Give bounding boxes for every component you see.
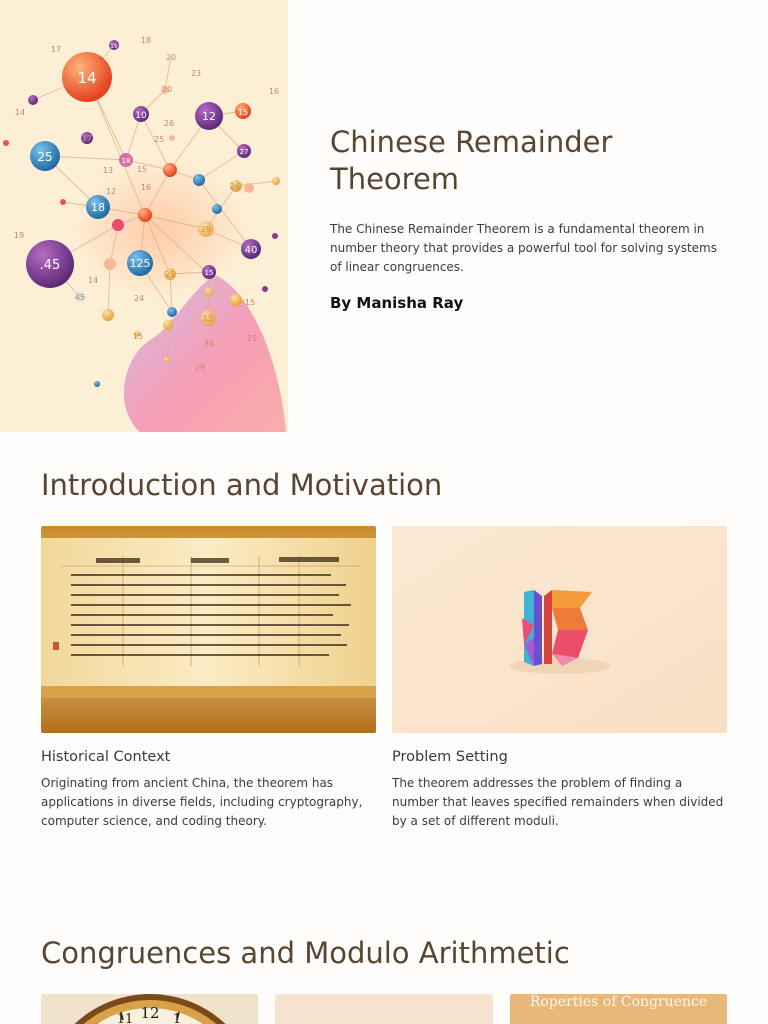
svg-text:19: 19 [110, 43, 118, 50]
svg-text:.45: .45 [39, 258, 61, 273]
svg-text:10: 10 [135, 111, 147, 121]
page-title: Chinese Remainder Theorem [330, 125, 613, 196]
svg-text:15: 15 [246, 334, 258, 343]
svg-text:16: 16 [268, 87, 280, 96]
card-problem-setting [392, 526, 727, 831]
card-text: The theorem addresses the problem of finding a number that leaves specified remainders when divided by a set of different moduli. [392, 776, 724, 828]
svg-text:36: 36 [203, 339, 215, 348]
svg-text:15: 15 [237, 108, 249, 117]
card-heading: Problem Setting [392, 749, 508, 765]
svg-text:12: 12 [202, 110, 216, 123]
card-heading: Historical Context [41, 749, 171, 765]
hero-illustration [0, 0, 288, 432]
scroll-image [41, 526, 376, 733]
image-caption: Roperties of Congruence [529, 994, 708, 1010]
properties-image [510, 994, 727, 1024]
svg-text:14: 14 [14, 108, 26, 117]
svg-text:17: 17 [81, 134, 93, 143]
svg-text:125: 125 [129, 257, 151, 270]
svg-text:26: 26 [163, 119, 175, 128]
svg-text:13: 13 [102, 166, 114, 175]
svg-text:26: 26 [229, 182, 241, 191]
author-byline: By Manisha Ray [330, 294, 464, 312]
svg-text:15: 15 [202, 314, 214, 323]
clock-numeral: 12 [140, 1004, 160, 1022]
svg-text:29: 29 [194, 363, 206, 372]
svg-text:12: 12 [105, 187, 117, 196]
svg-text:25: 25 [37, 150, 53, 164]
section-title-congruences: Congruences and Modulo Arithmetic [41, 936, 570, 970]
svg-text:18: 18 [121, 157, 131, 165]
svg-text:27: 27 [239, 148, 249, 156]
svg-text:14: 14 [87, 276, 99, 285]
svg-text:20: 20 [165, 53, 177, 62]
svg-text:16: 16 [140, 183, 152, 192]
svg-text:24: 24 [133, 294, 145, 303]
section-title-introduction: Introduction and Motivation [41, 468, 443, 502]
hero-text-block [330, 124, 730, 312]
svg-text:15: 15 [244, 298, 256, 307]
svg-text:15: 15 [204, 269, 214, 277]
svg-text:15: 15 [132, 332, 144, 341]
svg-text:18: 18 [140, 36, 152, 45]
svg-text:14: 14 [77, 69, 97, 87]
svg-text:23: 23 [190, 69, 202, 78]
svg-text:17: 17 [50, 45, 62, 54]
svg-text:18: 18 [91, 201, 105, 214]
geometric-number-image [392, 526, 727, 733]
card-historical-context [41, 526, 376, 831]
clock-image [41, 994, 258, 1024]
blank-image [275, 994, 493, 1024]
svg-text:25: 25 [164, 270, 176, 279]
svg-text:20: 20 [161, 85, 173, 94]
svg-text:15: 15 [136, 165, 148, 174]
svg-text:25: 25 [153, 135, 165, 144]
svg-text:19: 19 [13, 231, 25, 240]
card-text: Originating from ancient China, the theorem has applications in diverse fields, including cryptography, computer science, and coding theory. [41, 776, 363, 828]
svg-text:45: 45 [74, 293, 86, 302]
svg-text:1: 1 [172, 1012, 182, 1024]
svg-text:40: 40 [244, 245, 258, 256]
hero-description: The Chinese Remainder Theorem is a fundamental theorem in number theory that provides a powerful tool for solving systems of linear congruences. [330, 222, 717, 274]
svg-text:11: 11 [116, 1012, 134, 1024]
svg-text:29: 29 [200, 225, 212, 234]
